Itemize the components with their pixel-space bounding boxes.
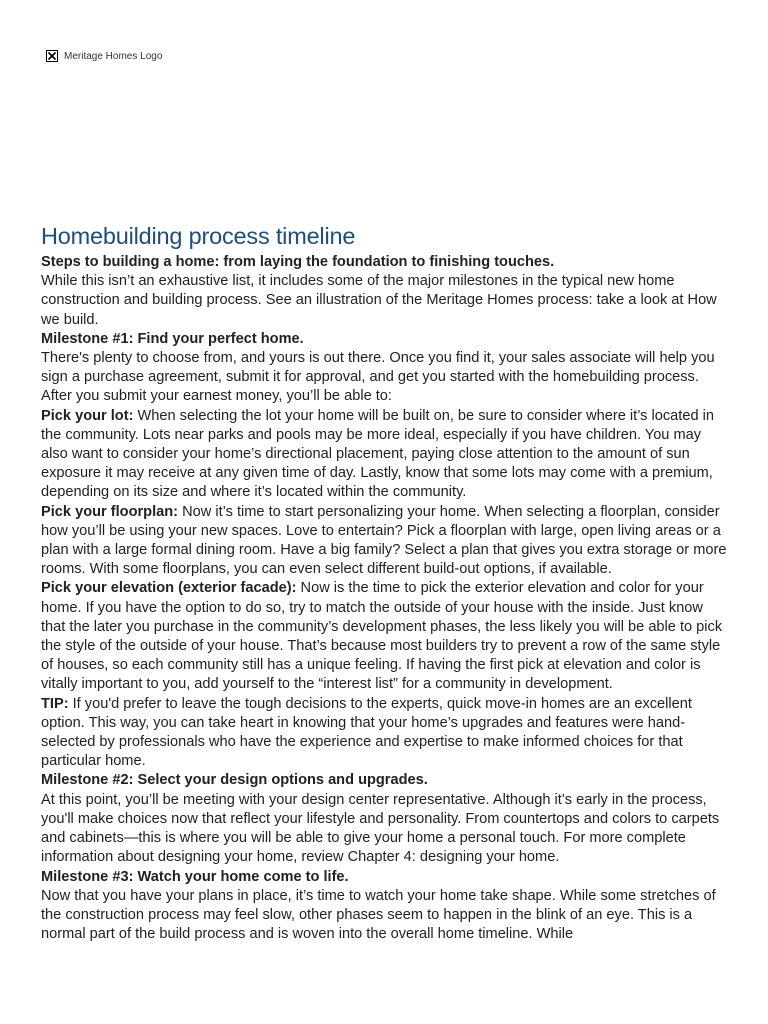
pick-lot-text: When selecting the lot your home will be built on, be sure to consider where it’s located in the community. Lots near parks and pools may be more ideal, especially if you have children. You may also want to consider your home’s directional placement, paying close attention to the amount of sun exposure it may receive at any given time of day. Lastly, know that some lots may come with a premium, depending on its size and where it’s located within the community. <box>41 407 715 501</box>
pick-floorplan-label: Pick your floorplan: <box>41 503 179 520</box>
milestone-2-body: At this point, you’ll be meeting with your design center representative. Although it’s early in the process, you'll make choices now that reflect your lifestyle and personality. From countertops and colors to carpets and cabinets—this is where you will be able to give your home a personal touch. For more complete information about designing your home, review Chapter 4: designing your home. <box>41 791 720 866</box>
pick-elevation-label: Pick your elevation (exterior facade): <box>41 580 297 597</box>
pick-elevation-text: Now is the time to pick the exterior elevation and color for your home. If you have the option to do so, try to match the outside of your house with the inside. Just know that the later you purchase in the community’s development phases, the less likely you will be able to pick the style of the outside of your house. That’s because most builders try to prevent a row of the same style of houses, so each community still has a unique feeling. If having the first pick at elevation and color is vitally important to you, add yourself to the “interest list” for a community in development. <box>41 580 723 693</box>
intro-paragraph: While this isn’t an exhaustive list, it includes some of the major milestones in the typical new home construction and building process. See an illustration of the Meritage Homes process: take a look at How we build. <box>41 273 717 328</box>
pick-floorplan-text: Now it’s time to start personalizing your home. When selecting a floorplan, consider how you’ll be using your new spaces. Love to entertain? Pick a floorplan with large, open living areas or a plan with a large formal dining room. Have a big family? Select a plan that gives you extra storage or more rooms. With some floorplans, you can even select different build-out options, if available. <box>41 503 727 578</box>
milestone-3-heading-text: Milestone #3: Watch your home come to life. <box>41 868 349 885</box>
document-body <box>41 220 731 944</box>
logo-alt-text: Meritage Homes Logo <box>64 50 163 62</box>
pick-lot-paragraph <box>41 407 731 503</box>
subtitle <box>41 253 731 272</box>
milestone-1-body: There's plenty to choose from, and yours is out there. Once you find it, your sales associate will help you sign a purchase agreement, submit it for approval, and get you started with the homebuilding process. After you submit your earnest money, you’ll be able to: <box>41 350 715 405</box>
pick-floorplan-paragraph <box>41 503 731 580</box>
milestone-1-heading <box>41 330 731 349</box>
subtitle-text: Steps to building a home: from laying the foundation to finishing touches. <box>41 254 555 270</box>
tip-text: If you'd prefer to leave the tough decisions to the experts, quick move-in homes are an excellent option. This way, you can take heart in knowing that your home’s upgrades and features were hand-selected by professionals who have the experience and expertise to make informed choices for that particular home. <box>41 695 692 770</box>
tip-label: TIP: <box>41 695 69 712</box>
page-title: Homebuilding process timeline <box>41 223 356 249</box>
milestone-1-heading-text: Milestone #1: Find your perfect home. <box>41 330 304 347</box>
milestone-3-body: Now that you have your plans in place, it’s time to watch your home take shape. While some stretches of the construction process may feel slow, other phases seem to happen in the blink of an eye. This is a normal part of the build process and is woven into the overall home timeline. While <box>41 887 716 943</box>
broken-image-icon <box>46 50 58 62</box>
milestone-2-heading-text: Milestone #2: Select your design options and upgrades. <box>41 772 428 789</box>
pick-elevation-paragraph <box>41 579 731 694</box>
logo <box>46 50 162 62</box>
tip-paragraph <box>41 695 731 772</box>
milestone-3-heading <box>41 868 731 887</box>
pick-lot-label: Pick your lot: <box>41 407 134 424</box>
milestone-2-heading <box>41 771 731 790</box>
